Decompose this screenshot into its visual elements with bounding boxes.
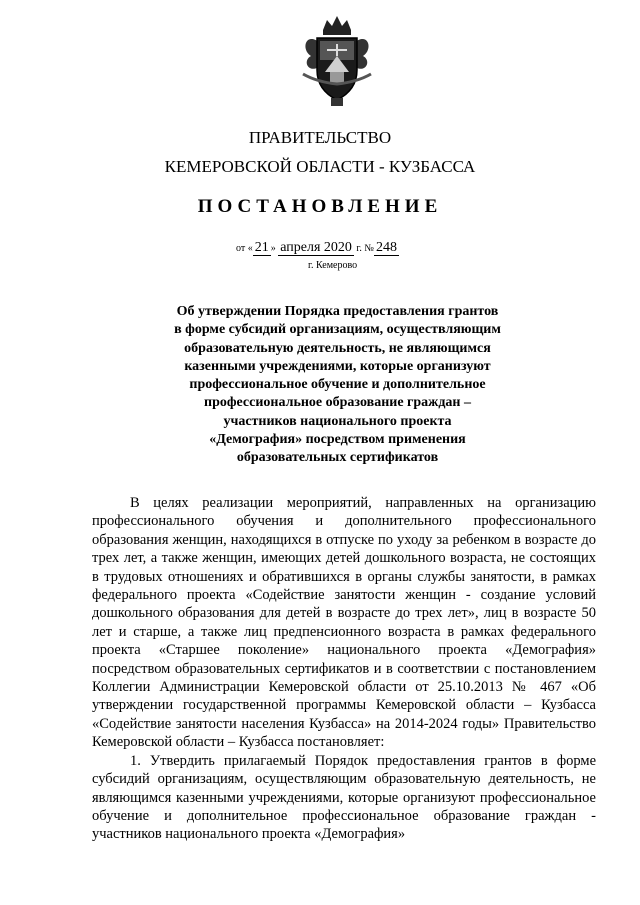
- preamble-paragraph: В целях реализации мероприятий, направленных на организацию профессионального обучения и дополнительного профессионального образования женщин, находящихся в отпуске по уходу за ребенком в возрасте до трех лет, а также женщин, имеющих детей дошкольного возраста, не состоящих в трудовых отношениях и обратившихся в органы службы занятости, в рамках федерального проекта «Содействие занятости женщин - создание условий дошкольного образования для детей в возрасте до трех лет», лиц в возрасте 50 лет и старше, а также лиц предпенсионного возраста в рамках федерального проекта «Старшее поколение» национального проекта «Демография» посредством образовательных сертификатов и в соответствии с постановлением Коллегии Администрации Кемеровской области от 25.10.2013 № 467 «Об утверждении государственной программы Кемеровской области – Кузбасса «Содействие занятости населения Кузбасса» на 2014-2024 годы» Правительство Кемеровской области – Кузбасса постановляет:: [92, 495, 596, 751]
- date-year-suffix: г.: [356, 243, 362, 254]
- date-prefix: от «: [236, 243, 253, 254]
- kemerovo-region-coat-of-arms-icon: [297, 10, 377, 110]
- title-line: участников национального проекта: [223, 413, 452, 429]
- document-number: 248: [375, 240, 397, 255]
- date-month-year: апреля 2020: [280, 240, 352, 255]
- region-title: КЕМЕРОВСКОЙ ОБЛАСТИ - КУЗБАССА: [164, 157, 476, 176]
- title-line: образовательную деятельность, не являющимся: [184, 340, 491, 356]
- title-line: казенными учреждениями, которые организуют: [184, 358, 491, 374]
- date-number-line: [236, 240, 399, 256]
- title-line: профессиональное образование граждан –: [204, 395, 471, 411]
- title-line: Об утверждении Порядка предоставления грантов: [176, 304, 499, 319]
- document-title: [150, 303, 525, 468]
- title-line: профессиональное обучение и дополнительное: [189, 377, 486, 393]
- clause-1-paragraph: 1. Утвердить прилагаемый Порядок предоставления грантов в форме субсидий организациям, осуществляющим образовательную деятельность, не являющимся казенными учреждениями, которые организуют профессиональное обучение и дополнительное профессиональное образование граждан - участников национального проекта «Демография»: [92, 752, 596, 843]
- document-type-heading: ПОСТАНОВЛЕНИЕ: [197, 196, 443, 217]
- document-body: [92, 494, 596, 844]
- title-line: «Демография» посредством применения: [209, 432, 466, 448]
- number-label: №: [364, 243, 374, 254]
- date-quote-close: »: [270, 243, 276, 254]
- date-day: 21: [254, 240, 269, 255]
- city: г. Кемерово: [308, 260, 358, 271]
- title-line: в форме субсидий организациям, осуществляющим: [174, 322, 501, 338]
- title-line: образовательных сертификатов: [236, 450, 439, 466]
- government-title: ПРАВИТЕЛЬСТВО: [248, 128, 392, 147]
